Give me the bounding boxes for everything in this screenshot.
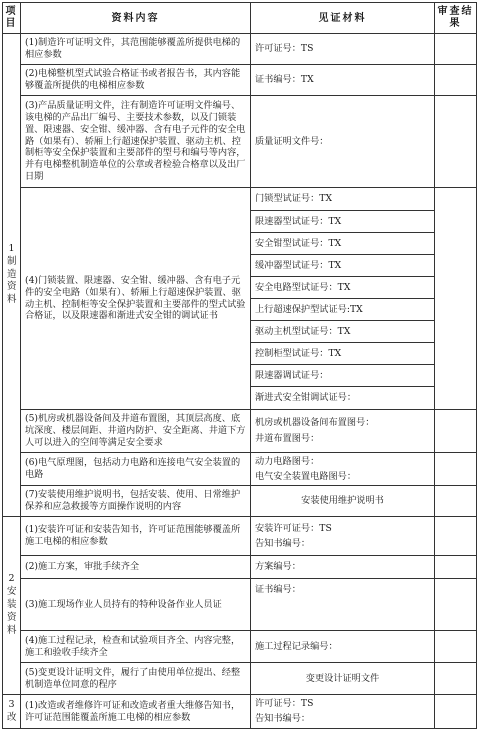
result-cell[interactable]	[435, 453, 477, 486]
content-cell: (3)施工现场作业人员持有的特种设备作业人员证	[21, 579, 251, 631]
content-cell: (1)制造许可证明文件，其范围能够覆盖所提供电梯的相应参数	[21, 34, 251, 65]
table-row	[3, 556, 477, 579]
result-cell[interactable]	[435, 695, 477, 729]
result-cell[interactable]	[435, 631, 477, 663]
result-cell[interactable]	[435, 579, 477, 631]
table-row	[3, 410, 477, 453]
review-table	[2, 2, 477, 729]
result-cell[interactable]	[435, 65, 477, 96]
content-cell: (6)电气原理图，包括动力电路和连接电气安全装置的电路	[21, 453, 251, 486]
table-row	[3, 188, 477, 211]
table-row	[3, 486, 477, 517]
content-cell: (1)安装许可证和安装告知书，许可证范围能够覆盖所施工电梯的相应参数	[21, 517, 251, 556]
content-cell: (1)改造或者维修许可证和改造或者重大维修告知书，许可证范围能覆盖所施工电梯的相应参数	[21, 695, 251, 729]
table-row	[3, 579, 477, 631]
table-row	[3, 453, 477, 486]
evidence-line: 动力电路图号：	[255, 455, 320, 467]
table-row	[3, 65, 477, 96]
content-cell: (5)变更设计证明文件，履行了由使用单位提出、经整机制造单位同意的程序	[21, 663, 251, 695]
table-row	[3, 96, 477, 188]
evidence-cell: 限速器型试证号：TX	[251, 211, 435, 233]
content-cell: (5)机房或机器设备间及井道布置图，其顶层高度、底坑深度、楼层间距、井道内防护、安全距离、井道下方人可以进入的空间等满足安全要求	[21, 410, 251, 453]
content-cell: (3)产品质量证明文件，注有制造许可证明文件编号、该电梯的产品出厂编号、主要技术参数，以及门锁装置、限速器、安全钳、缓冲器、含有电子元件的安全电路（如果有）、轿厢上行超速保护装置、驱动主机、控制柜等安全保护装置和主要部件的型号和编号等内容，并有电梯整机制造单位的公章或者检验合格章以及出厂日期	[21, 96, 251, 188]
header-item: 项目	[3, 3, 21, 34]
result-cell[interactable]	[435, 556, 477, 579]
evidence-cell: 限速器调试证号：	[251, 365, 435, 387]
evidence-line: 机房或机器设备间布置图号：	[255, 417, 375, 429]
evidence-cell	[251, 695, 435, 729]
result-cell[interactable]	[435, 34, 477, 65]
result-cell[interactable]	[435, 188, 477, 410]
evidence-cell: 证书编号：	[251, 579, 435, 631]
table-row	[3, 663, 477, 695]
header-content: 资料内容	[21, 3, 251, 34]
evidence-line: 井道布置图号：	[255, 433, 320, 444]
category-label: 1制造资料	[3, 34, 21, 517]
evidence-line: 告知书编号：	[255, 537, 311, 549]
header-result: 审查结果	[435, 3, 477, 34]
evidence-line: 许可证号：TS	[255, 698, 314, 710]
table-row	[3, 34, 477, 65]
evidence-cell: 渐进式安全钳调试证号：	[251, 387, 435, 410]
evidence-cell	[251, 410, 435, 453]
evidence-cell: 证书编号：TX	[251, 65, 435, 96]
evidence-cell: 施工过程记录编号：	[251, 631, 435, 663]
evidence-cell: 缓冲器型试证号：TX	[251, 255, 435, 277]
result-cell[interactable]	[435, 486, 477, 517]
evidence-line: 安装许可证号：TS	[255, 522, 332, 534]
result-cell[interactable]	[435, 410, 477, 453]
table-row	[3, 517, 477, 556]
category-label: 3改	[3, 695, 21, 729]
table-row	[3, 695, 477, 729]
evidence-cell: 许可证号：TS	[251, 34, 435, 65]
header-row	[3, 3, 477, 34]
evidence-cell: 方案编号：	[251, 556, 435, 579]
evidence-cell: 驱动主机型试证号：TX	[251, 321, 435, 343]
content-cell: (2)施工方案，审批手续齐全	[21, 556, 251, 579]
content-cell: (7)安装使用维护说明书，包括安装、使用、日常维护保养和应急救援等方面操作说明的内容	[21, 486, 251, 517]
evidence-line: 告知书编号：	[255, 713, 311, 724]
result-cell[interactable]	[435, 663, 477, 695]
evidence-cell: 变更设计证明文件	[251, 663, 435, 695]
evidence-cell	[251, 453, 435, 486]
content-cell: (4)施工过程记录，检查和试验项目齐全、内容完整，施工和验收手续齐全	[21, 631, 251, 663]
result-cell[interactable]	[435, 517, 477, 556]
evidence-cell: 上行超速保护型试证号:TX	[251, 299, 435, 321]
evidence-line: 电气安全装置电路图号：	[255, 470, 357, 482]
category-label: 2安装资料	[3, 517, 21, 695]
evidence-cell: 安装使用维护说明书	[251, 486, 435, 517]
evidence-cell: 质量证明文件号：	[251, 96, 435, 188]
evidence-cell	[251, 517, 435, 556]
evidence-cell: 控制柜型试证号：TX	[251, 343, 435, 365]
header-evidence: 见证材料	[251, 3, 435, 34]
evidence-cell: 门锁型试证号：TX	[251, 188, 435, 211]
result-cell[interactable]	[435, 96, 477, 188]
content-cell: (2)电梯整机型式试验合格证书或者报告书，其内容能够覆盖所提供的电梯相应参数	[21, 65, 251, 96]
content-cell: (4)门锁装置、限速器、安全钳、缓冲器、含有电子元件的安全电路（如果有）、轿厢上行超速保护装置、驱动主机、控制柜等安全保护装置和主要部件的型式试验合格证，以及限速器和渐进式安全钳的调试证书	[21, 188, 251, 410]
evidence-cell: 安全电路型试证号：TX	[251, 277, 435, 299]
evidence-cell: 安全钳型试证号：TX	[251, 233, 435, 255]
table-row	[3, 631, 477, 663]
